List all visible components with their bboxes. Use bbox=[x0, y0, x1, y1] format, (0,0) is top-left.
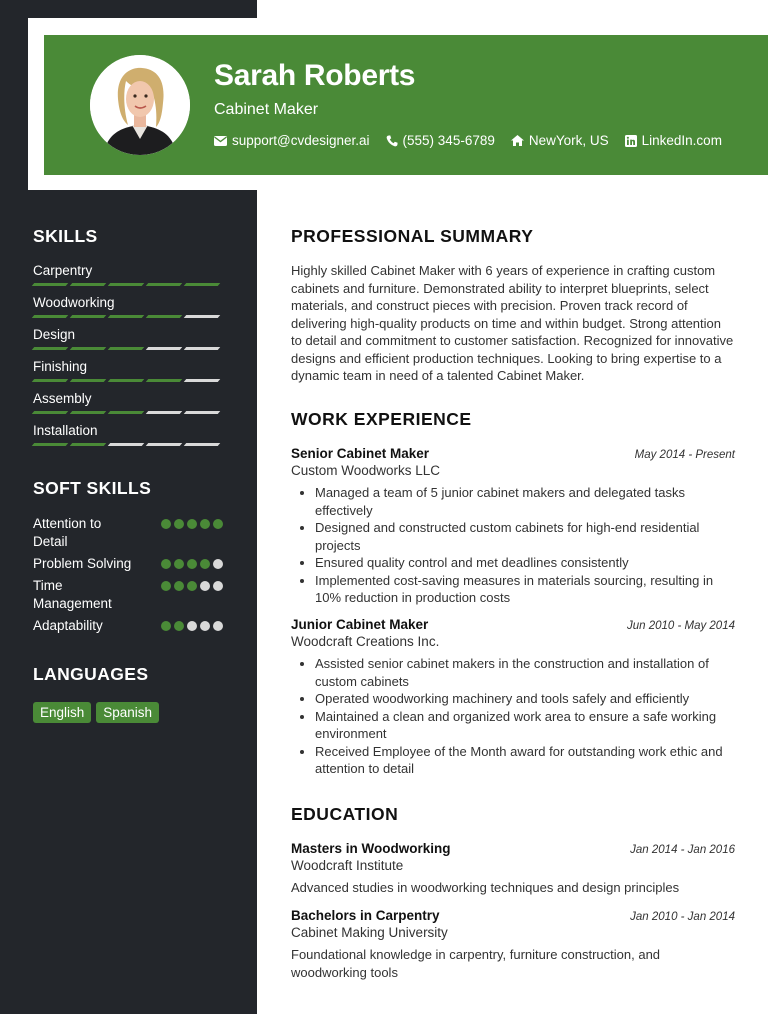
rating-dot bbox=[174, 519, 184, 529]
rating-dot bbox=[200, 621, 210, 631]
education-desc: Advanced studies in woodworking techniques and design principles bbox=[291, 880, 680, 895]
skill-bar-segment bbox=[108, 283, 145, 286]
skill-bar-segment bbox=[184, 283, 221, 286]
job-bullet: • Operated woodworking machinery and tools safely and efficiently bbox=[315, 690, 735, 708]
rating-dot bbox=[213, 621, 223, 631]
education-date: Jan 2014 - Jan 2016 bbox=[630, 844, 735, 856]
skill-bar-segment bbox=[184, 315, 221, 318]
location-text: NewYork, US bbox=[528, 133, 609, 148]
rating-dot bbox=[213, 559, 223, 569]
rating-dot bbox=[161, 581, 171, 591]
experience-section bbox=[291, 409, 735, 430]
education-entry bbox=[291, 841, 735, 897]
skill-bar-segment bbox=[146, 411, 183, 414]
candidate-role: Cabinet Maker bbox=[214, 101, 319, 118]
language-tag: Spanish bbox=[96, 702, 159, 723]
skill-bar-segment bbox=[32, 283, 69, 286]
contact-location bbox=[511, 133, 609, 148]
skill-bar-segment bbox=[70, 283, 107, 286]
job-bullets bbox=[291, 655, 735, 778]
job-title: Junior Cabinet Maker bbox=[291, 617, 429, 632]
skill-item bbox=[33, 327, 223, 350]
skill-bar-segment bbox=[108, 379, 145, 382]
email-text: support@cvdesigner.ai bbox=[232, 133, 370, 148]
skill-name: Assembly bbox=[33, 391, 92, 406]
skill-bar-segment bbox=[146, 379, 183, 382]
rating-dot bbox=[187, 519, 197, 529]
soft-skill-name: Adaptability bbox=[33, 618, 103, 633]
skill-bar-segment bbox=[146, 443, 183, 446]
job-bullet: • Implemented cost-saving measures in materials sourcing, resulting in 10% reduction in production costs bbox=[315, 572, 735, 607]
skill-name: Carpentry bbox=[33, 263, 93, 278]
rating-dot bbox=[200, 581, 210, 591]
skill-item bbox=[33, 359, 223, 382]
soft-skill-name: Time Management bbox=[33, 578, 112, 611]
rating-dot bbox=[200, 519, 210, 529]
skill-bar bbox=[33, 283, 223, 286]
soft-skill-dots bbox=[158, 581, 223, 613]
rating-dot bbox=[213, 519, 223, 529]
rating-dot bbox=[174, 621, 184, 631]
skill-item bbox=[33, 263, 223, 286]
soft-skills-title: SOFT SKILLS bbox=[33, 478, 152, 498]
skill-bar-segment bbox=[70, 315, 107, 318]
soft-skill-item bbox=[33, 617, 223, 635]
job-company: Custom Woodworks LLC bbox=[291, 463, 441, 478]
skill-bar bbox=[33, 443, 223, 446]
skill-bar-segment bbox=[146, 315, 183, 318]
soft-skill-dots bbox=[158, 519, 223, 551]
skill-bar bbox=[33, 347, 223, 350]
skill-bar-segment bbox=[70, 443, 107, 446]
summary-text: Highly skilled Cabinet Maker with 6 years of experience in crafting custom cabinets and furniture. Demonstrated ability to interpret blueprints, select materials, and construct pieces with precision. Proven track record of delivering high-quality products on time and within budget. Strong attention to detail and commitment to customer satisfaction. Recognized for innovative designs and efficient production techniques. Looking to bring expertise to a dynamic team in need of a talented Cabinet Maker. bbox=[291, 263, 734, 383]
summary-title: PROFESSIONAL SUMMARY bbox=[291, 226, 534, 246]
home-icon bbox=[511, 135, 524, 146]
soft-skill-item bbox=[33, 515, 223, 551]
skill-bar-segment bbox=[32, 411, 69, 414]
skill-bar-segment bbox=[184, 379, 221, 382]
skill-bar bbox=[33, 315, 223, 318]
skill-bar-segment bbox=[146, 347, 183, 350]
skill-name: Woodworking bbox=[33, 295, 115, 310]
skill-bar-segment bbox=[108, 443, 145, 446]
job-entry bbox=[291, 446, 735, 607]
contact-row bbox=[214, 133, 738, 148]
skill-bar-segment bbox=[108, 347, 145, 350]
skills-section bbox=[33, 226, 223, 247]
skill-bar-segment bbox=[32, 347, 69, 350]
skills-list bbox=[33, 263, 223, 453]
education-desc: Foundational knowledge in carpentry, furniture construction, and woodworking tools bbox=[291, 947, 661, 980]
job-title: Senior Cabinet Maker bbox=[291, 446, 430, 461]
job-bullet: • Designed and constructed custom cabinets for high-end residential projects bbox=[315, 519, 735, 554]
soft-skill-item bbox=[33, 555, 223, 573]
rating-dot bbox=[187, 559, 197, 569]
skill-item bbox=[33, 391, 223, 414]
soft-skill-dots bbox=[158, 559, 223, 573]
header-banner bbox=[44, 35, 768, 175]
job-entry bbox=[291, 617, 735, 778]
skills-title: SKILLS bbox=[33, 226, 98, 246]
job-bullet: • Assisted senior cabinet makers in the construction and installation of custom cabinets bbox=[315, 655, 735, 690]
soft-skill-name: Problem Solving bbox=[33, 556, 132, 571]
job-header bbox=[291, 617, 735, 632]
education-entry bbox=[291, 908, 735, 981]
skill-bar bbox=[33, 411, 223, 414]
envelope-icon bbox=[214, 136, 227, 146]
education-section bbox=[291, 804, 735, 825]
education-degree: Masters in Woodworking bbox=[291, 841, 451, 856]
skill-bar-segment bbox=[184, 347, 221, 350]
skill-bar-segment bbox=[184, 411, 221, 414]
summary-section bbox=[291, 226, 735, 385]
soft-skill-dots bbox=[158, 621, 223, 635]
skill-bar bbox=[33, 379, 223, 382]
language-tag: English bbox=[33, 702, 91, 723]
linkedin-icon bbox=[625, 135, 637, 147]
skill-bar-segment bbox=[108, 315, 145, 318]
language-tags bbox=[33, 702, 164, 723]
job-bullet: • Managed a team of 5 junior cabinet makers and delegated tasks effectively bbox=[315, 484, 735, 519]
skill-bar-segment bbox=[70, 347, 107, 350]
skill-item bbox=[33, 423, 223, 446]
skill-bar-segment bbox=[32, 443, 69, 446]
contact-phone[interactable] bbox=[386, 133, 495, 148]
job-bullet: • Ensured quality control and met deadlines consistently bbox=[315, 554, 735, 572]
soft-skill-name: Attention to Detail bbox=[33, 516, 102, 549]
rating-dot bbox=[187, 581, 197, 591]
skill-item bbox=[33, 295, 223, 318]
rating-dot bbox=[161, 621, 171, 631]
education-school: Cabinet Making University bbox=[291, 925, 448, 940]
soft-skills-list bbox=[33, 515, 223, 635]
skill-name: Installation bbox=[33, 423, 98, 438]
job-date: Jun 2010 - May 2014 bbox=[626, 620, 735, 632]
languages-title: LANGUAGES bbox=[33, 664, 149, 684]
skill-bar-segment bbox=[32, 379, 69, 382]
job-date: May 2014 - Present bbox=[634, 449, 735, 461]
candidate-name: Sarah Roberts bbox=[214, 59, 416, 92]
phone-icon bbox=[386, 135, 398, 147]
job-bullet: • Maintained a clean and organized work area to ensure a safe working environment bbox=[315, 708, 735, 743]
skill-bar-segment bbox=[184, 443, 221, 446]
education-degree: Bachelors in Carpentry bbox=[291, 908, 440, 923]
job-bullet: • Received Employee of the Month award for outstanding work ethic and attention to detail bbox=[315, 743, 735, 778]
phone-text: (555) 345-6789 bbox=[402, 133, 495, 148]
job-bullets bbox=[291, 484, 735, 607]
rating-dot bbox=[213, 581, 223, 591]
rating-dot bbox=[161, 519, 171, 529]
soft-skill-item bbox=[33, 577, 223, 613]
experience-title: WORK EXPERIENCE bbox=[291, 409, 472, 429]
rating-dot bbox=[187, 621, 197, 631]
rating-dot bbox=[174, 581, 184, 591]
education-title: EDUCATION bbox=[291, 804, 399, 824]
job-company: Woodcraft Creations Inc. bbox=[291, 634, 440, 649]
profile-photo bbox=[90, 55, 190, 155]
skill-name: Design bbox=[33, 327, 76, 342]
education-date: Jan 2010 - Jan 2014 bbox=[630, 911, 735, 923]
soft-skills-section bbox=[33, 478, 223, 499]
contact-linkedin[interactable] bbox=[625, 133, 722, 148]
skill-bar-segment bbox=[146, 283, 183, 286]
education-header bbox=[291, 841, 735, 856]
skill-bar-segment bbox=[108, 411, 145, 414]
rating-dot bbox=[174, 559, 184, 569]
job-header bbox=[291, 446, 735, 461]
skill-name: Finishing bbox=[33, 359, 88, 374]
rating-dot bbox=[161, 559, 171, 569]
education-school: Woodcraft Institute bbox=[291, 858, 404, 873]
rating-dot bbox=[200, 559, 210, 569]
contact-email[interactable] bbox=[214, 133, 370, 148]
skill-bar-segment bbox=[70, 379, 107, 382]
linkedin-text: LinkedIn.com bbox=[641, 133, 722, 148]
skill-bar-segment bbox=[32, 315, 69, 318]
skill-bar-segment bbox=[70, 411, 107, 414]
languages-section bbox=[33, 664, 223, 685]
education-header bbox=[291, 908, 735, 923]
